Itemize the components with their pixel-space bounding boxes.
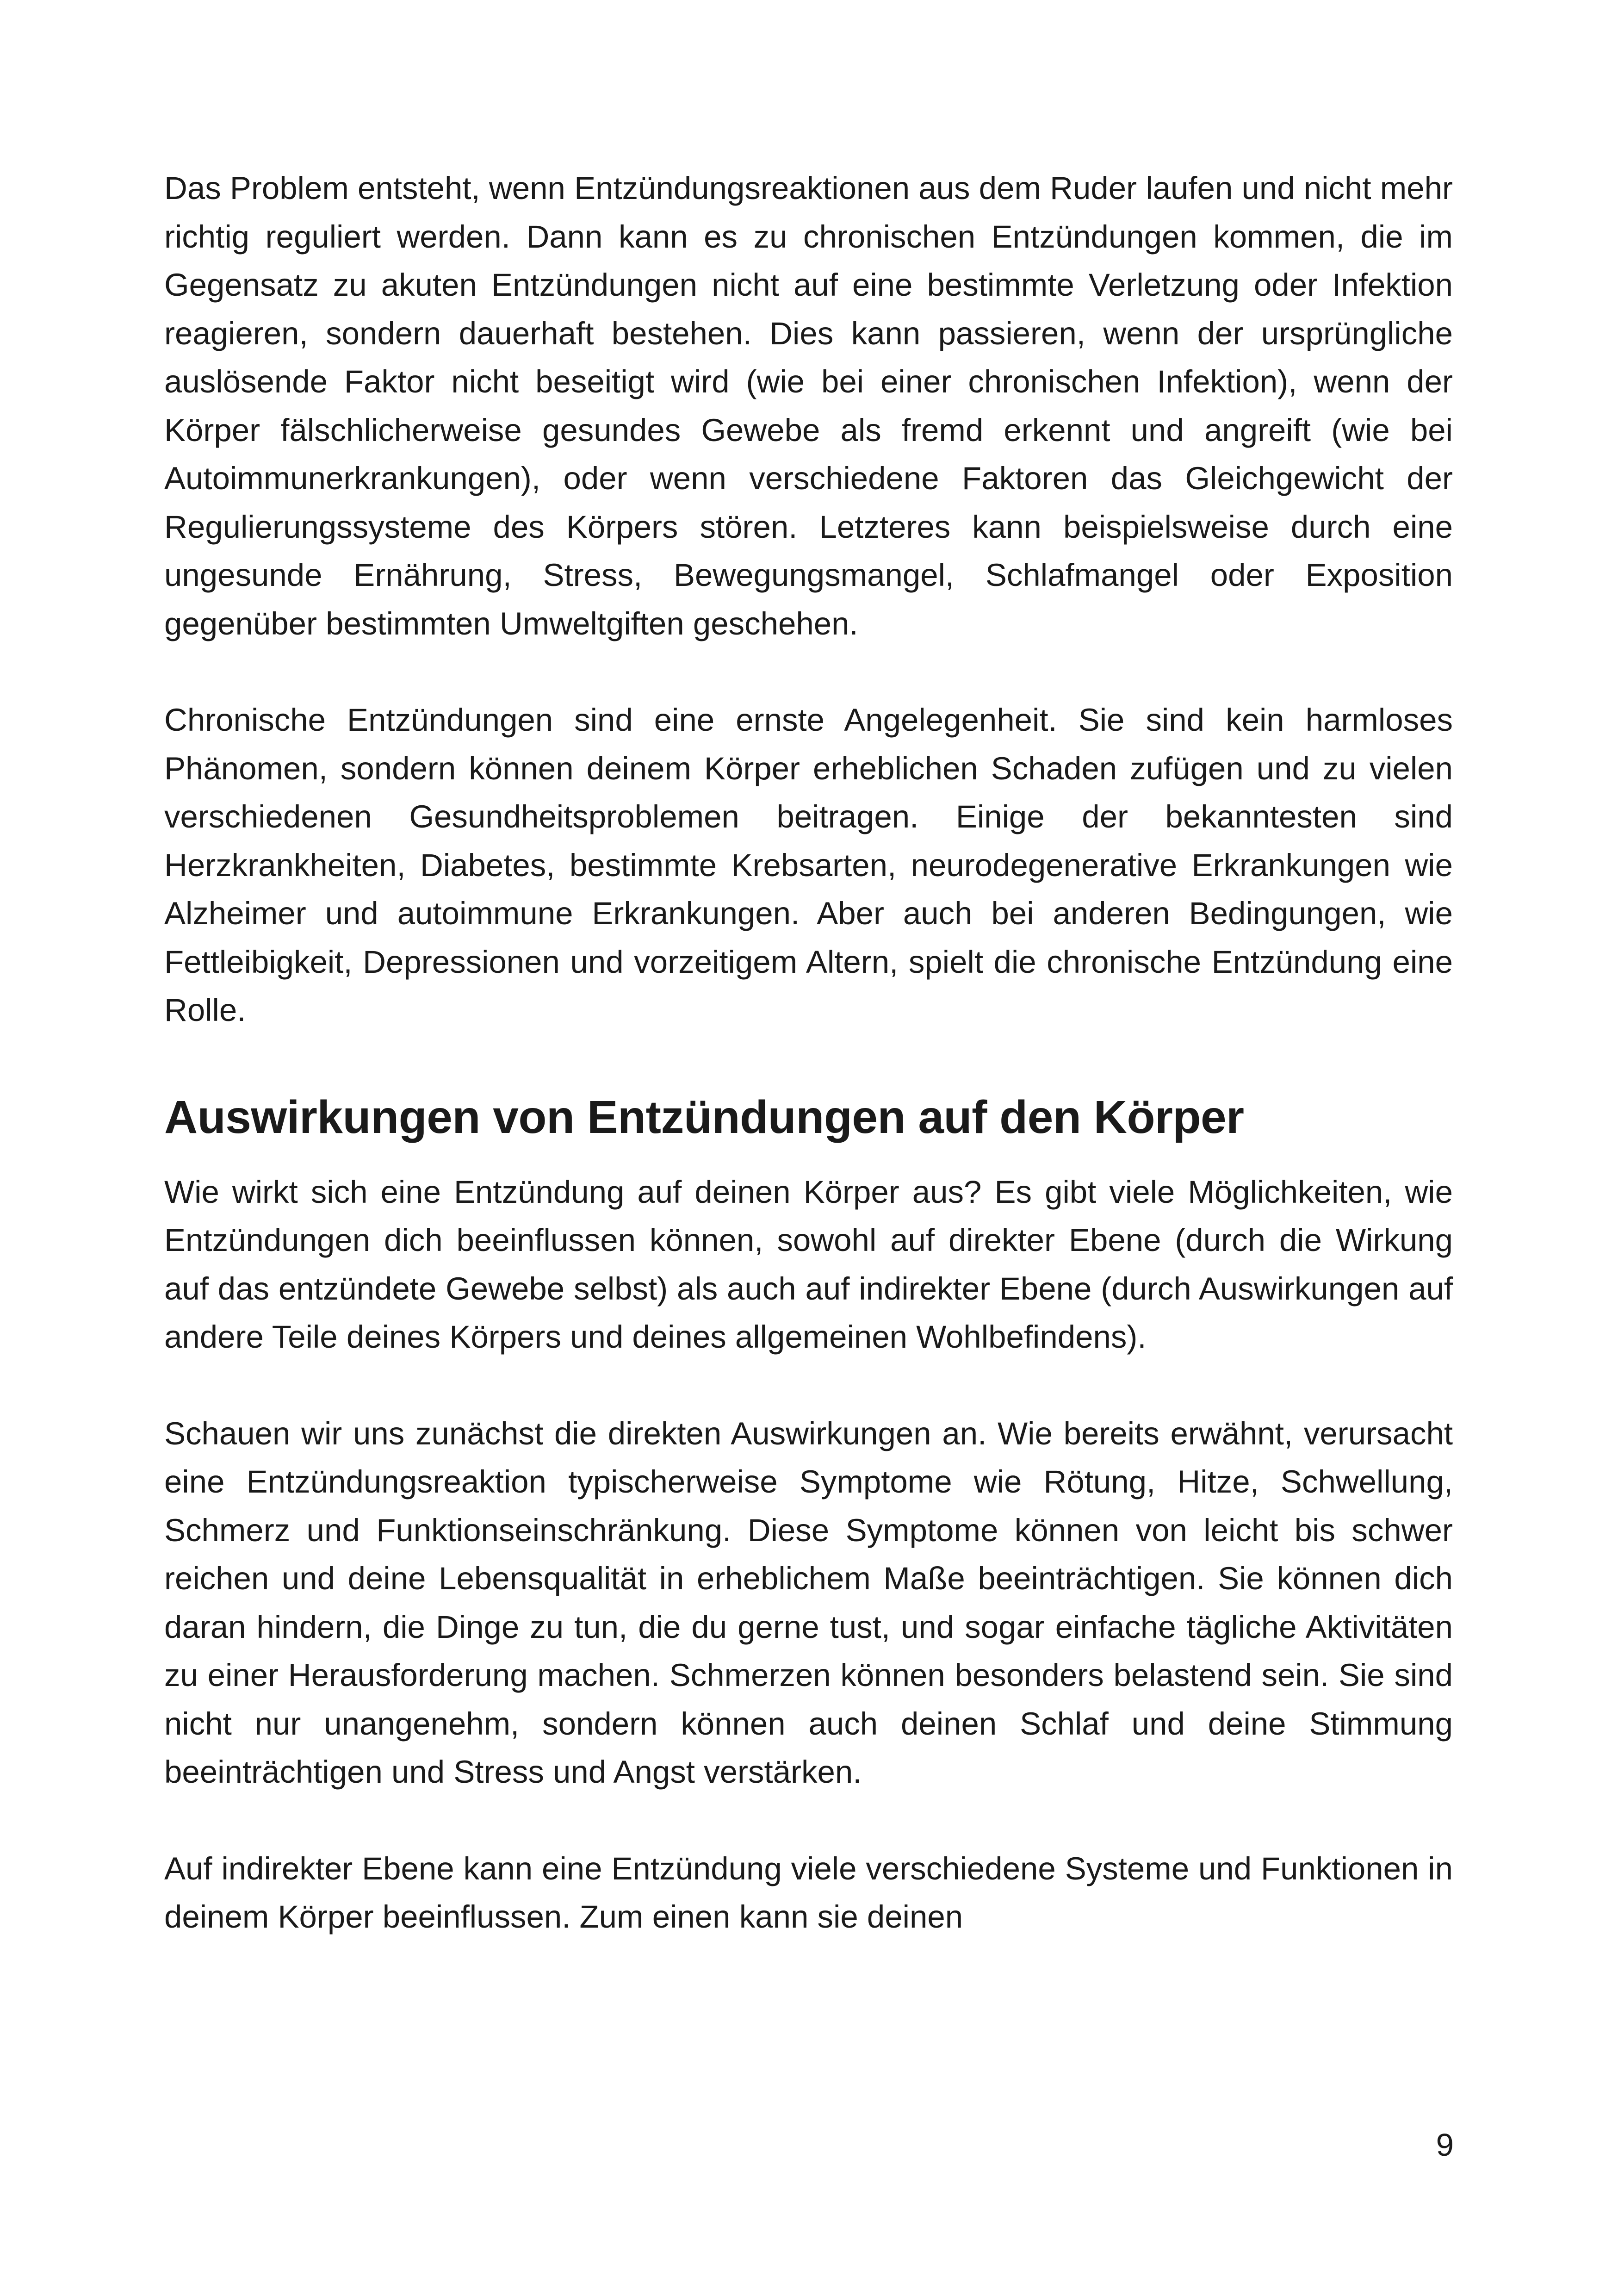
body-paragraph: Chronische Entzündungen sind eine ernste Angelegenheit. Sie sind kein harmloses Phänomen, sondern können deinem Körper erheblichen Schaden zufügen und zu vielen verschiedenen Gesundheitsproblemen beitragen. Einige der bekanntesten sind Herzkrankheiten, Diabetes, bestimmte Krebsarten, neurodegenerative Erkrankungen wie Alzheimer und autoimmune Erkrankungen. Aber auch bei anderen Bedingungen, wie Fettleibigkeit, Depressionen und vorzeitigem Altern, spielt die chronische Entzündung eine Rolle. [164, 702, 1453, 1028]
section-heading: Auswirkungen von Entzündungen auf den Körper [164, 1091, 1244, 1143]
page-number: 9 [1436, 2127, 1454, 2163]
body-paragraph: Auf indirekter Ebene kann eine Entzündung viele verschiedene Systeme und Funktionen in deinem Körper beeinflussen. Zum einen kann sie deinen [164, 1850, 1453, 1935]
body-paragraph: Schauen wir uns zunächst die direkten Auswirkungen an. Wie bereits erwähnt, verursacht eine Entzündungsreaktion typischerweise Symptome wie Rötung, Hitze, Schwellung, Schmerz und Funktionseinschränkung. Diese Symptome können von leicht bis schwer reichen und deine Lebensqualität in erheblichem Maße beeinträchtigen. Sie können dich daran hindern, die Dinge zu tun, die du gerne tust, und sogar einfache tägliche Aktivitäten zu einer Herausforderung machen. Schmerzen können besonders belastend sein. Sie sind nicht nur unangenehm, sondern können auch deinen Schlaf und deine Stimmung beeinträchtigen und Stress und Angst verstärken. [164, 1415, 1453, 1790]
document-page [164, 164, 1453, 2224]
body-paragraph: Wie wirkt sich eine Entzündung auf deinen Körper aus? Es gibt viele Möglichkeiten, wie Entzündungen dich beeinflussen können, sowohl auf direkter Ebene (durch die Wirkung auf das entzündete Gewebe selbst) als auch auf indirekter Ebene (durch Auswirkungen auf andere Teile deines Körpers und deines allgemeinen Wohlbefindens). [164, 1174, 1453, 1355]
body-paragraph: Das Problem entsteht, wenn Entzündungsreaktionen aus dem Ruder laufen und nicht mehr richtig reguliert werden. Dann kann es zu chronischen Entzündungen kommen, die im Gegensatz zu akuten Entzündungen nicht auf eine bestimmte Verletzung oder Infektion reagieren, sondern dauerhaft bestehen. Dies kann passieren, wenn der ursprüngliche auslösende Faktor nicht beseitigt wird (wie bei einer chronischen Infektion), wenn der Körper fälschlicherweise gesundes Gewebe als fremd erkennt und angreift (wie bei Autoimmunerkrankungen), oder wenn verschiedene Faktoren das Gleichgewicht der Regulierungssysteme des Körpers stören. Letzteres kann beispielsweise durch eine ungesunde Ernährung, Stress, Bewegungsmangel, Schlafmangel oder Exposition gegenüber bestimmten Umweltgiften geschehen. [164, 170, 1453, 641]
